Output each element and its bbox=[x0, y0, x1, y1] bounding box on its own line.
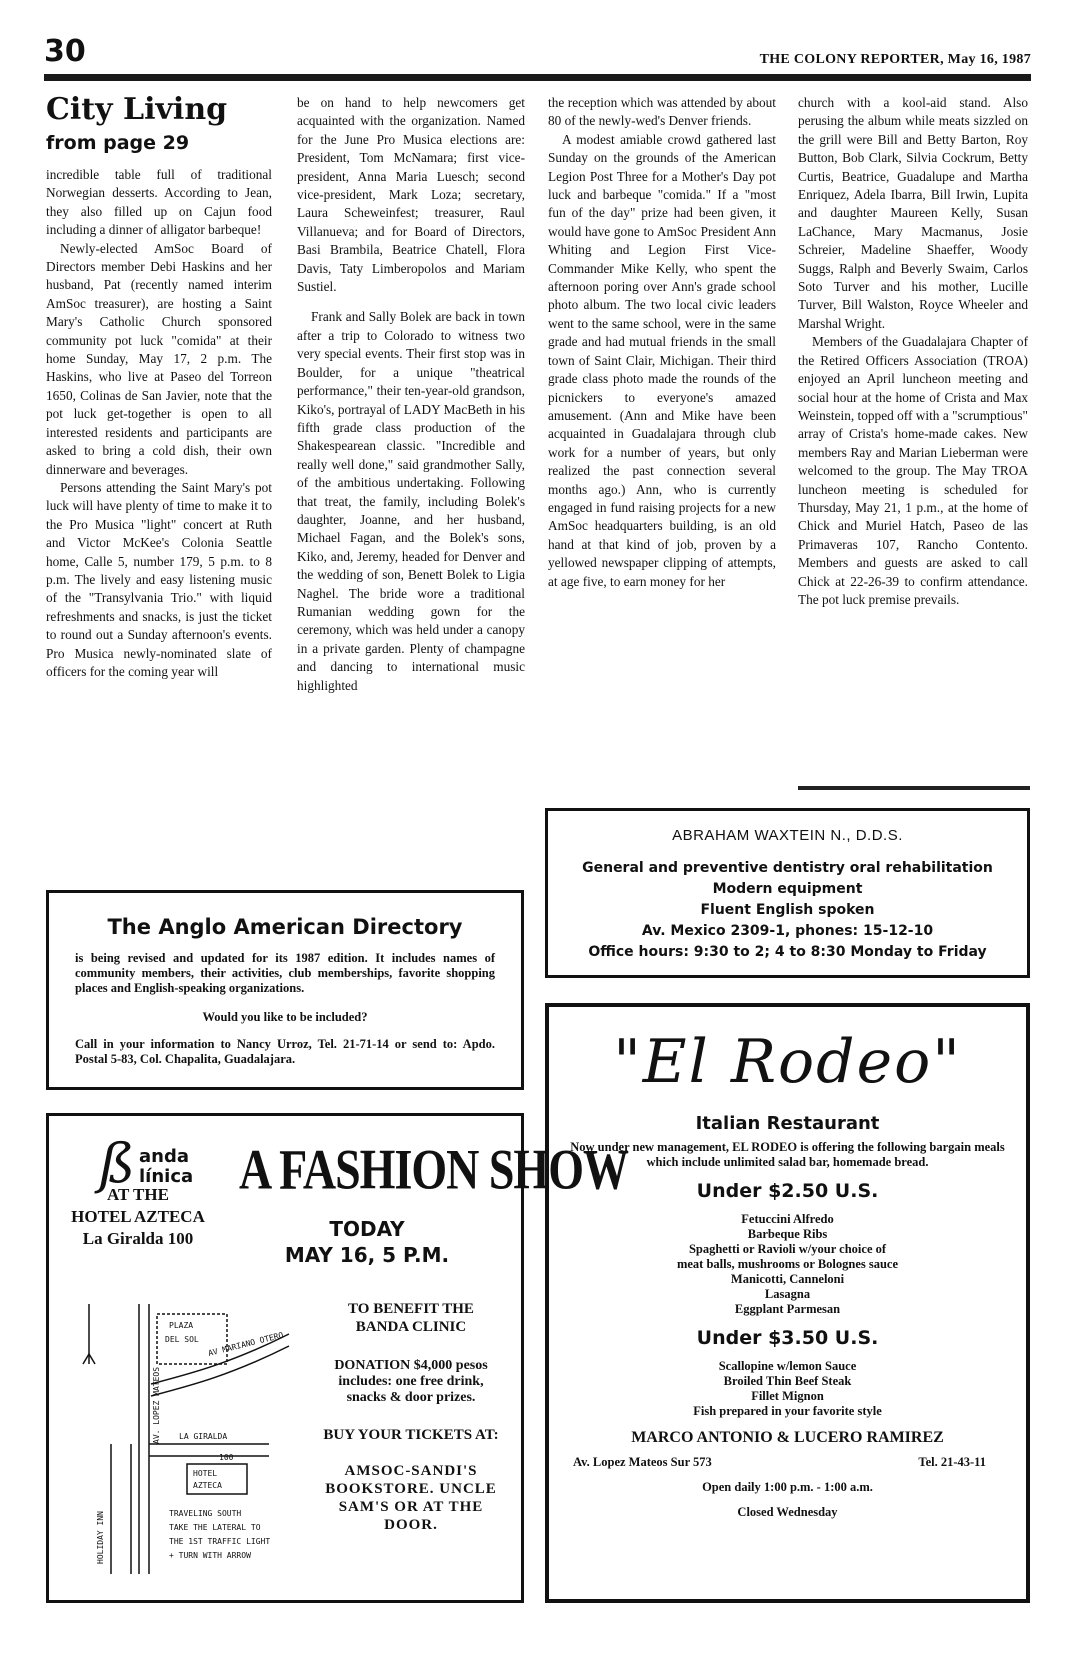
article-column-1 bbox=[46, 94, 272, 681]
menu-item: Barbeque Ribs bbox=[747, 1227, 828, 1241]
fashion-donation: DONATION $4,000 pesos includes: one free drink, snacks & door prizes. bbox=[334, 1358, 488, 1405]
fashion-today: TODAY bbox=[329, 1217, 405, 1241]
ad-el-rodeo bbox=[545, 1003, 1030, 1603]
ad-rodeo-owners: MARCO ANTONIO & LUCERO RAMIREZ bbox=[631, 1429, 944, 1446]
ad-rodeo-phone: Tel. 21-43-11 bbox=[918, 1455, 986, 1469]
ad-fashion-show bbox=[46, 1113, 628, 1603]
article-headline: City Living bbox=[46, 92, 228, 127]
menu-item: Manicotti, Canneloni bbox=[730, 1272, 845, 1286]
article-paragraph: the reception which was attended by about 80 of the newly-wed's Denver friends. bbox=[548, 95, 776, 129]
ad-rodeo-hours: Open daily 1:00 p.m. - 1:00 a.m. bbox=[702, 1480, 873, 1494]
ad-rodeo-subtitle: Italian Restaurant bbox=[695, 1113, 880, 1134]
article-paragraph: Persons attending the Saint Mary's pot luck will have plenty of time to make it to the Pro Musica "light" concert at Ruth and Victor McKee's Colonia Seattle home, Calle 5, number 179, 5 p.m. to 8 p.m. The lively and easy listening music of the "Transylvania Trio." with liquid refreshments and snacks, is just the ticket to round out a Sunday afternoon's events. Pro Musica newly-nominated slate of officers for the coming year will bbox=[46, 479, 272, 679]
article-paragraph: be on hand to help newcomers get acquainted with the organization. Named for the June Pro Musica elections are: President, Tom McNamara; first vice-president, Anna Maria Luesch; second vice-president, Mark Loza; secretary, Laura Scheweinfest; treasurer, Raul Villanueva; and for Board of Directors, Basi Brambila, Beatrice Chatell, Flora Davis, Taty Limberopolos and Mariam Sustiel. bbox=[297, 95, 525, 295]
menu-item: Fillet Mignon bbox=[751, 1389, 824, 1403]
map-label: PLAZA bbox=[169, 1321, 194, 1330]
fashion-tickets: BUY YOUR TICKETS AT: bbox=[323, 1427, 499, 1443]
article-subhead: from page 29 bbox=[46, 132, 190, 154]
venue-line: La Giralda 100 bbox=[82, 1229, 194, 1248]
fashion-title: A FASHION SHOW bbox=[239, 1137, 628, 1201]
top-rule bbox=[44, 74, 1031, 81]
map-label: HOLIDAY INN bbox=[96, 1511, 105, 1564]
menu-item: Lasagna bbox=[764, 1287, 811, 1301]
logo-line-2: línica bbox=[139, 1166, 194, 1187]
map-label: TAKE THE LATERAL TO bbox=[169, 1523, 261, 1532]
ad-rodeo-address: Av. Lopez Mateos Sur 573 bbox=[573, 1455, 712, 1469]
map-label: AV MARIANO OTERO bbox=[207, 1330, 285, 1358]
menu-item: Fetuccini Alfredo bbox=[741, 1212, 834, 1226]
location-map bbox=[69, 1294, 309, 1584]
ad-waxtein-line: Office hours: 9:30 to 2; 4 to 8:30 Monday to Friday bbox=[588, 944, 987, 960]
map-label: HOTEL bbox=[193, 1469, 218, 1478]
ad-anglo-body: is being revised and updated for its 1987 edition. It includes names of community members, their activities, club memberships, favorite shopping places and English-speaking organizations. bbox=[75, 951, 495, 995]
menu-item: Fish prepared in your favorite style bbox=[693, 1404, 882, 1418]
article-paragraph: incredible table full of traditional Norwegian desserts. According to Jean, they also filled up on Cajun food including a dinner of alligator barbeque! bbox=[46, 167, 272, 238]
map-label: AZTECA bbox=[193, 1481, 222, 1490]
masthead: THE COLONY REPORTER, May 16, 1987 bbox=[759, 52, 1031, 67]
ad-waxtein-line: Av. Mexico 2309-1, phones: 15-12-10 bbox=[641, 923, 934, 939]
article-paragraph: Members of the Guadalajara Chapter of the Retired Officers Association (TROA) enjoyed an April luncheon meeting and social hour at the home of Crista and Max Weinstein, topped off with a "scrumptious" array of Crista's home-made cakes. New members Ray and Marian Lieberman were welcomed to the group. The May TROA luncheon meeting is scheduled for Thursday, May 21, 1 p.m., at the home of Chick and Muriel Hatch, Paseo de las Primaveras 107, Rancho Contento. Members and guests are asked to call Chick at 22-26-39 to confirm attendance. The pot luck premise prevails. bbox=[798, 334, 1028, 607]
map-label: DEL SOL bbox=[165, 1335, 199, 1344]
ad-waxtein-name: ABRAHAM WAXTEIN N., D.D.S. bbox=[672, 827, 903, 844]
menu-item: Broiled Thin Beef Steak bbox=[723, 1374, 852, 1388]
map-label: LA GIRALDA bbox=[179, 1432, 228, 1441]
ad-rodeo-logo: "El Rodeo" bbox=[613, 1027, 962, 1097]
ad-waxtein-line: General and preventive dentistry oral rehabilitation bbox=[582, 860, 993, 876]
article-paragraph: A modest amiable crowd gathered last Sunday on the grounds of the American Legion Post Three for a Mother's Day pot luck and barbeque "comida." If a "most fun of the day" prize had been given, it would have gone to AmSoc President Ann Whiting and Legion First Vice-Commander Mike Kelly, who spent the afternoon poring over Ann's grade school photo album. The two local civic leaders went to the same school, were in the same grade and had mutual friends in the small town of Saint Clair, Michigan. Their third grade class photo made the rounds of the picnickers to everyone's amazed amusement. (Ann and Mike have been acquainted in Guadalajara through club work for a number of years, but only realized the past connection several months ago.) Ann, who is currently engaged in fund raising projects for a new AmSoc headquarters building, is an old hand at that kind of job, proven by a yellowed newspaper clipping of attempts, at age five, to earn money for her bbox=[548, 131, 776, 589]
ad-rodeo-closed: Closed Wednesday bbox=[737, 1505, 838, 1519]
article-column-2 bbox=[297, 94, 525, 695]
ad-rodeo-intro: Now under new management, EL RODEO is offering the following bargain meals which include unlimited salad bar, homemade bread. bbox=[570, 1140, 1005, 1169]
ad-waxtein-line: Modern equipment bbox=[712, 881, 863, 897]
page-number: 30 bbox=[44, 34, 86, 69]
map-label: AV. LOPEZ MATEOS bbox=[152, 1366, 161, 1444]
article-paragraph: Newly-elected AmSoc Board of Directors member Debi Haskins and her husband, Pat (recently named interim AmSoc treasurer), are hosting a Saint Mary's Catholic Church sponsored community pot luck "comida" at their home Sunday, May 17, 2 p.m. The Haskins, who live at Paseo del Torreon 1650, Colinas de San Javier, note that the pot luck get-together is open to all interested residents and participants are asked to bring a cold dish, their own dinnerware and beverages. bbox=[46, 240, 272, 477]
logo-line-1: anda bbox=[139, 1146, 189, 1167]
map-label: + TURN WITH ARROW bbox=[169, 1551, 251, 1560]
menu-item: meat balls, mushrooms or Bolognes sauce bbox=[676, 1257, 899, 1271]
map-label: 100 bbox=[219, 1453, 234, 1462]
logo-b-glyph: ß bbox=[99, 1132, 136, 1195]
column-end-rule bbox=[798, 786, 1030, 790]
article-column-4 bbox=[798, 94, 1028, 609]
map-label: TRAVELING SOUTH bbox=[169, 1509, 242, 1518]
fashion-where: AMSOC-SANDI'S BOOKSTORE. UNCLE SAM'S OR AT THE DOOR. bbox=[325, 1463, 497, 1533]
article-paragraph: church with a kool-aid stand. Also perusing the album while meats sizzled on the grill were Bill and Betty Barton, Roy Button, Bob Clark, Silvia Cockrum, Betty Curtis, Beatrice, Guadalupe and Martha Enriquez, Adela Ibarra, Bill Irwin, Lupita and daughter Maureen Kelly, Susan LaChance, Mary Macmanus, Josie Schreier, Madeline Shaeffer, Woody Suggs, Ralph and Beverly Swaim, Carlos Soto Turver and his mother, Lucille Turver, Bill Walston, Royce Wheeler and Marshal Wright. bbox=[798, 95, 1028, 331]
ad-rodeo-price: Under $2.50 U.S. bbox=[696, 1180, 879, 1202]
venue-line: AT THE bbox=[107, 1185, 169, 1204]
ad-rodeo-price: Under $3.50 U.S. bbox=[696, 1327, 879, 1349]
ad-waxtein bbox=[545, 808, 1030, 978]
venue-line: HOTEL AZTECA bbox=[71, 1207, 205, 1226]
ad-anglo-directory bbox=[46, 890, 524, 1090]
menu-item: Spaghetti or Ravioli w/your choice of bbox=[688, 1242, 887, 1256]
menu-item: Eggplant Parmesan bbox=[734, 1302, 841, 1316]
ad-anglo-title: The Anglo American Directory bbox=[107, 915, 463, 939]
map-label: THE 1ST TRAFFIC LIGHT bbox=[169, 1537, 271, 1546]
article-column-3 bbox=[548, 94, 776, 591]
ad-waxtein-line: Fluent English spoken bbox=[700, 902, 875, 918]
fashion-benefit: TO BENEFIT THE BANDA CLINIC bbox=[348, 1301, 474, 1335]
menu-item: Scallopine w/lemon Sauce bbox=[718, 1359, 857, 1373]
ad-anglo-question: Would you like to be included? bbox=[202, 1010, 368, 1024]
ad-anglo-contact: Call in your information to Nancy Urroz, Tel. 21-71-14 or send to: Apdo. Postal 5-83, Col. Chapalita, Guadalajara. bbox=[75, 1037, 495, 1066]
fashion-date: MAY 16, 5 P.M. bbox=[284, 1243, 450, 1267]
article-paragraph: Frank and Sally Bolek are back in town after a trip to Colorado to witness two very special events. Their first stop was in Boulder, for a unique "theatrical performance," their ten-year-old grandson, Kiko's, portrayal of LADY MacBeth in his fifth grade class production of the Shakespearean classic. "Incredible and really well done," said grandmother Sally, of the ambitious undertaking. Following that treat, the family, including Bolek's daughter, Joanne, and her husband, Michael Fagan, and the Bolek's sons, Kiko, and, Jeremy, headed for Denver and the wedding of son, Benett Bolek to Ligia Naghel. The bride wore a traditional Rumanian wedding gown for the ceremony, which was held under a canopy in a private garden. Plenty of champagne and dancing to international music highlighted bbox=[297, 309, 525, 693]
